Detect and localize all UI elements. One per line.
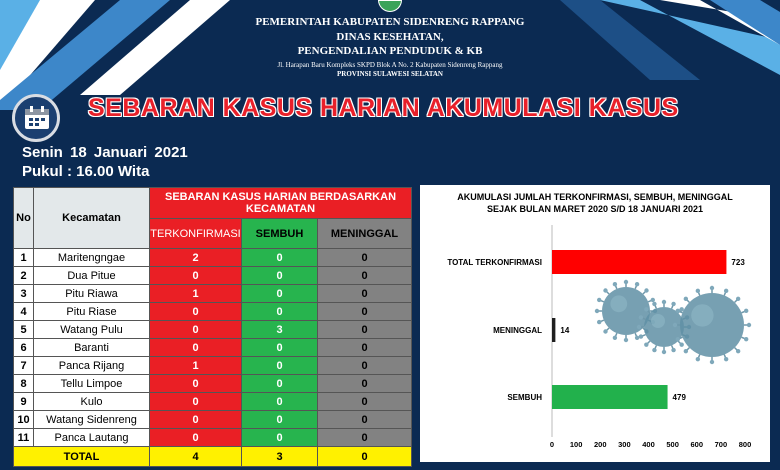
meninggal-value: 0 [318, 339, 412, 357]
sembuh-value: 0 [242, 357, 318, 375]
x-tick-label: 500 [666, 440, 679, 449]
terkonfirmasi-value: 0 [150, 339, 242, 357]
main-title: SEBARAN KASUS HARIAN AKUMULASI KASUS [88, 94, 679, 122]
chart-title-line-2: SEJAK BULAN MARET 2020 S/D 18 JANUARI 2021 [486, 204, 704, 214]
terkonfirmasi-value: 0 [150, 393, 242, 411]
virus-spike-tip [724, 289, 728, 293]
virus-spike-tip [696, 357, 700, 361]
virus-spike-tip [673, 323, 677, 327]
row-number: 6 [14, 339, 34, 357]
x-tick-label: 100 [569, 440, 583, 449]
kecamatan-name: Tellu Limpoe [34, 375, 150, 393]
header-line-3: PENGENDALIAN PENDUDUK & KB [297, 45, 483, 57]
table-row [14, 267, 412, 285]
row-number: 7 [14, 357, 34, 375]
total-meninggal: 0 [318, 447, 412, 467]
meninggal-value: 0 [318, 357, 412, 375]
virus-spike-tip [710, 286, 714, 290]
kecamatan-name: Watang Sidenreng [34, 411, 150, 429]
table-row [14, 411, 412, 429]
calendar-icon [12, 94, 60, 142]
category-label: SEMBUH [507, 393, 542, 402]
row-number: 10 [14, 411, 34, 429]
meninggal-value: 0 [318, 249, 412, 267]
cumulative-chart-panel [420, 185, 770, 462]
header-address: Jl. Harapan Baru Kompleks SKPD Blok A No. 2 Kabupaten Sidenreng Rappang [277, 61, 503, 69]
sembuh-value: 0 [242, 303, 318, 321]
category-label: MENINGGAL [493, 326, 542, 335]
virus-highlight [610, 295, 627, 312]
virus-spike-tip [635, 282, 639, 286]
x-tick-label: 600 [690, 440, 704, 449]
sembuh-value: 0 [242, 249, 318, 267]
virus-illustration [595, 280, 751, 364]
x-tick-label: 300 [618, 440, 631, 449]
virus-spike-tip [696, 289, 700, 293]
virus-spike-tip [710, 360, 714, 364]
virus-spike-tip [624, 280, 628, 284]
terkonfirmasi-value: 1 [150, 285, 242, 303]
virus-spike-tip [736, 297, 740, 301]
terkonfirmasi-value: 0 [150, 321, 242, 339]
kecamatan-name: Maritengngae [34, 249, 150, 267]
kecamatan-name: Panca Lautang [34, 429, 150, 447]
virus-spike-tip [684, 297, 688, 301]
row-number: 11 [14, 429, 34, 447]
virus-spike-tip [744, 337, 748, 341]
cumulative-chart [420, 185, 770, 462]
total-terkonfirmasi: 4 [150, 447, 242, 467]
total-sembuh: 3 [242, 447, 318, 467]
data-label: 479 [672, 393, 686, 402]
row-number: 5 [14, 321, 34, 339]
meninggal-value: 0 [318, 393, 412, 411]
row-number: 4 [14, 303, 34, 321]
virus-spike-tip [747, 323, 751, 327]
daily-case-table [13, 187, 412, 467]
virus-spike-tip [662, 300, 666, 304]
bar-meninggal [552, 318, 555, 342]
sembuh-value: 0 [242, 411, 318, 429]
report-time: Pukul : 16.00 Wita [22, 163, 150, 180]
sembuh-value: 0 [242, 375, 318, 393]
virus-spike-tip [671, 302, 675, 306]
meninggal-value: 0 [318, 375, 412, 393]
meninggal-value: 0 [318, 303, 412, 321]
x-tick-label: 400 [642, 440, 655, 449]
table-row [14, 357, 412, 375]
virus-spike-tip [679, 342, 683, 346]
virus-spike-tip [603, 288, 607, 292]
virus-spike-tip [597, 298, 601, 302]
meninggal-value: 0 [318, 429, 412, 447]
header-block [200, 0, 580, 82]
virus-spike-tip [679, 307, 683, 311]
data-label: 723 [731, 258, 745, 267]
row-number: 3 [14, 285, 34, 303]
virus-spike-tip [613, 336, 617, 340]
table-row [14, 393, 412, 411]
sembuh-value: 0 [242, 339, 318, 357]
table-row [14, 285, 412, 303]
virus-spike-tip [724, 357, 728, 361]
virus-spike-tip [597, 320, 601, 324]
column-header-meninggal: MENINGGAL [318, 219, 412, 249]
virus-spike-tip [671, 348, 675, 352]
x-tick-label: 0 [549, 440, 555, 449]
virus-spike-tip [651, 298, 655, 302]
virus-spike-tip [624, 338, 628, 342]
kecamatan-name: Baranti [34, 339, 150, 357]
data-label: 14 [560, 326, 570, 335]
virus-spike-tip [744, 309, 748, 313]
terkonfirmasi-value: 0 [150, 375, 242, 393]
row-number: 1 [14, 249, 34, 267]
virus-spike-tip [644, 307, 648, 311]
virus-spike-tip [662, 350, 666, 354]
table-group-title: SEBARAN KASUS HARIAN BERDASARKAN KECAMATAN [150, 188, 412, 219]
terkonfirmasi-value: 2 [150, 249, 242, 267]
column-header-terkonfirmasi: TERKONFIRMASI [150, 219, 242, 249]
meninggal-value: 0 [318, 285, 412, 303]
category-label: TOTAL TERKONFIRMASI [447, 258, 542, 267]
sembuh-value: 0 [242, 285, 318, 303]
virus-spike-tip [736, 349, 740, 353]
virus-spike-tip [652, 348, 656, 352]
kecamatan-name: Pitu Riase [34, 303, 150, 321]
virus-spike-tip [603, 329, 607, 333]
terkonfirmasi-value: 0 [150, 429, 242, 447]
row-number: 2 [14, 267, 34, 285]
virus-spike-tip [635, 336, 639, 340]
terkonfirmasi-value: 0 [150, 411, 242, 429]
virus-spike-tip [652, 302, 656, 306]
virus-spike-tip [676, 309, 680, 313]
table-row [14, 249, 412, 267]
kecamatan-name: Pitu Riawa [34, 285, 150, 303]
virus-spike-tip [613, 282, 617, 286]
meninggal-value: 0 [318, 321, 412, 339]
sembuh-value: 0 [242, 429, 318, 447]
sembuh-value: 0 [242, 267, 318, 285]
kecamatan-name: Panca Rijang [34, 357, 150, 375]
meninggal-value: 0 [318, 267, 412, 285]
table-row [14, 429, 412, 447]
column-header-no: No [14, 188, 34, 249]
meninggal-value: 0 [318, 411, 412, 429]
kecamatan-name: Dua Pitue [34, 267, 150, 285]
header-province: PROVINSI SULAWESI SELATAN [337, 70, 443, 78]
virus-spike-tip [637, 325, 641, 329]
column-header-kecamatan: Kecamatan [34, 188, 150, 249]
virus-body [602, 287, 650, 335]
header-line-2: DINAS KESEHATAN, [336, 31, 444, 43]
sembuh-value: 3 [242, 321, 318, 339]
terkonfirmasi-value: 1 [150, 357, 242, 375]
virus-spike-tip [644, 288, 648, 292]
row-number: 9 [14, 393, 34, 411]
x-tick-label: 800 [738, 440, 752, 449]
x-tick-label: 700 [714, 440, 728, 449]
row-number: 8 [14, 375, 34, 393]
virus-body [680, 293, 744, 357]
regency-logo [378, 0, 402, 12]
virus-spike-tip [684, 349, 688, 353]
virus-spike-tip [595, 309, 599, 313]
x-tick-label: 200 [593, 440, 607, 449]
virus-spike-tip [676, 337, 680, 341]
terkonfirmasi-value: 0 [150, 303, 242, 321]
bar-sembuh [552, 385, 668, 409]
virus-spike-tip [644, 342, 648, 346]
chart-title [420, 191, 770, 215]
total-label: TOTAL [14, 447, 150, 467]
kecamatan-name: Watang Pulu [34, 321, 150, 339]
chart-title-line-1: AKUMULASI JUMLAH TERKONFIRMASI, SEMBUH, MENINGGAL [457, 192, 733, 202]
sembuh-value: 0 [242, 393, 318, 411]
virus-spike-tip [639, 315, 643, 319]
virus-highlight [651, 314, 665, 328]
table-row [14, 303, 412, 321]
table-row [14, 339, 412, 357]
terkonfirmasi-value: 0 [150, 267, 242, 285]
table-row [14, 375, 412, 393]
virus-highlight [691, 304, 713, 326]
virus-spike-tip [639, 334, 643, 338]
report-date: Senin 18 Januari 2021 [22, 144, 188, 161]
column-header-sembuh: SEMBUH [242, 219, 318, 249]
header-line-1: PEMERINTAH KABUPATEN SIDENRENG RAPPANG [255, 16, 525, 28]
kecamatan-name: Kulo [34, 393, 150, 411]
table-row [14, 321, 412, 339]
virus-particle [673, 286, 751, 364]
bar-total-terkonfirmasi [552, 250, 726, 274]
